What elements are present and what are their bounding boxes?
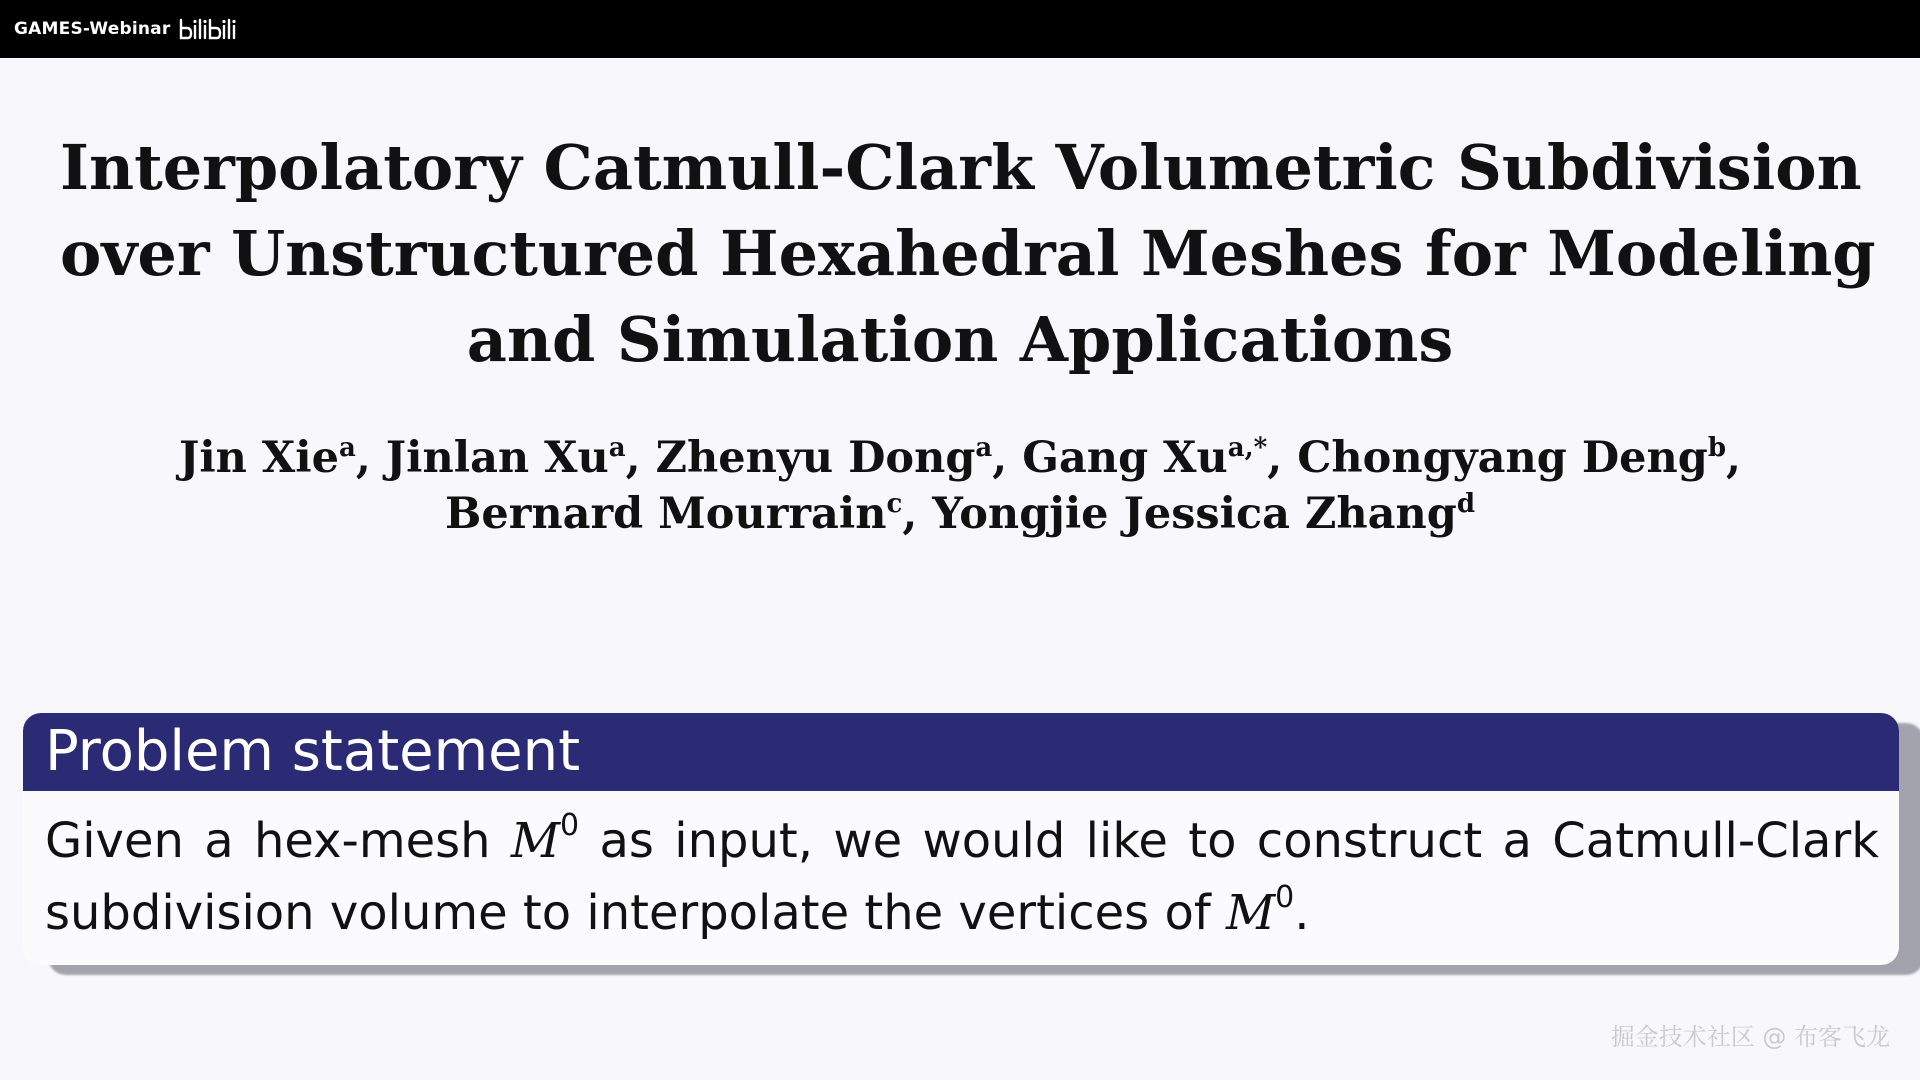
body-text-a: Given a hex-mesh [45, 813, 511, 869]
author-name: Zhenyu Dong [655, 433, 976, 483]
watermark: 掘金技术社区 @ 布客飞龙 [1610, 1023, 1890, 1051]
top-bar [0, 0, 1920, 58]
author-affiliation: b [1707, 433, 1726, 463]
title-line-1: Interpolatory Catmull-Clark Volumetric Subdivision [60, 131, 1862, 204]
block-content [23, 713, 1899, 965]
author-name: Yongjie Jessica Zhang [932, 489, 1457, 539]
title-line-2: over Unstructured Hexahedral Meshes for Modeling [60, 217, 1876, 290]
problem-statement-block [23, 713, 1899, 965]
bilibili-logo [178, 14, 238, 44]
paper-title [60, 125, 1876, 383]
math-m: M [1225, 885, 1276, 941]
author-name: Chongyang Deng [1297, 433, 1708, 483]
block-body [23, 791, 1899, 949]
author-list [60, 430, 1860, 542]
title-line-3: and Simulation Applications [466, 303, 1454, 376]
author-affiliation: c [886, 489, 903, 519]
author-line-2: Bernard Mourrain$^c$, Yongjie Jessica Zhang$^d$ [445, 489, 1475, 539]
brand-label: GAMES-Webinar [14, 19, 171, 39]
author-name: Jinlan Xu [385, 433, 609, 483]
bilibili-logo-icon [178, 16, 238, 42]
author-affiliation: d [1456, 489, 1475, 519]
math-superscript: 0 [560, 808, 580, 843]
body-text-c: . [1294, 885, 1310, 941]
author-affiliation: a,* [1227, 433, 1268, 463]
author-line-1: Jin Xie$^a$, Jinlan Xu$^a$, Zhenyu Dong$^a$, Gang $Xu^{a,*}$, Chongyang Deng$^b$, [179, 433, 1741, 483]
author-affiliation: a [338, 433, 356, 463]
author-name: Bernard Mourrain [445, 489, 887, 539]
body-text-b: as input, we would like to construct a Catmull-Clark subdivision volume to interpolate the vertices of [45, 813, 1879, 941]
block-title: Problem statement [23, 713, 1899, 791]
math-m: M [510, 813, 561, 869]
author-name: Jin Xie [179, 433, 339, 483]
author-affiliation: a [975, 433, 993, 463]
math-superscript: 0 [1275, 880, 1295, 915]
author-affiliation: a [608, 433, 626, 463]
author-name: Gang Xu [1022, 433, 1228, 483]
